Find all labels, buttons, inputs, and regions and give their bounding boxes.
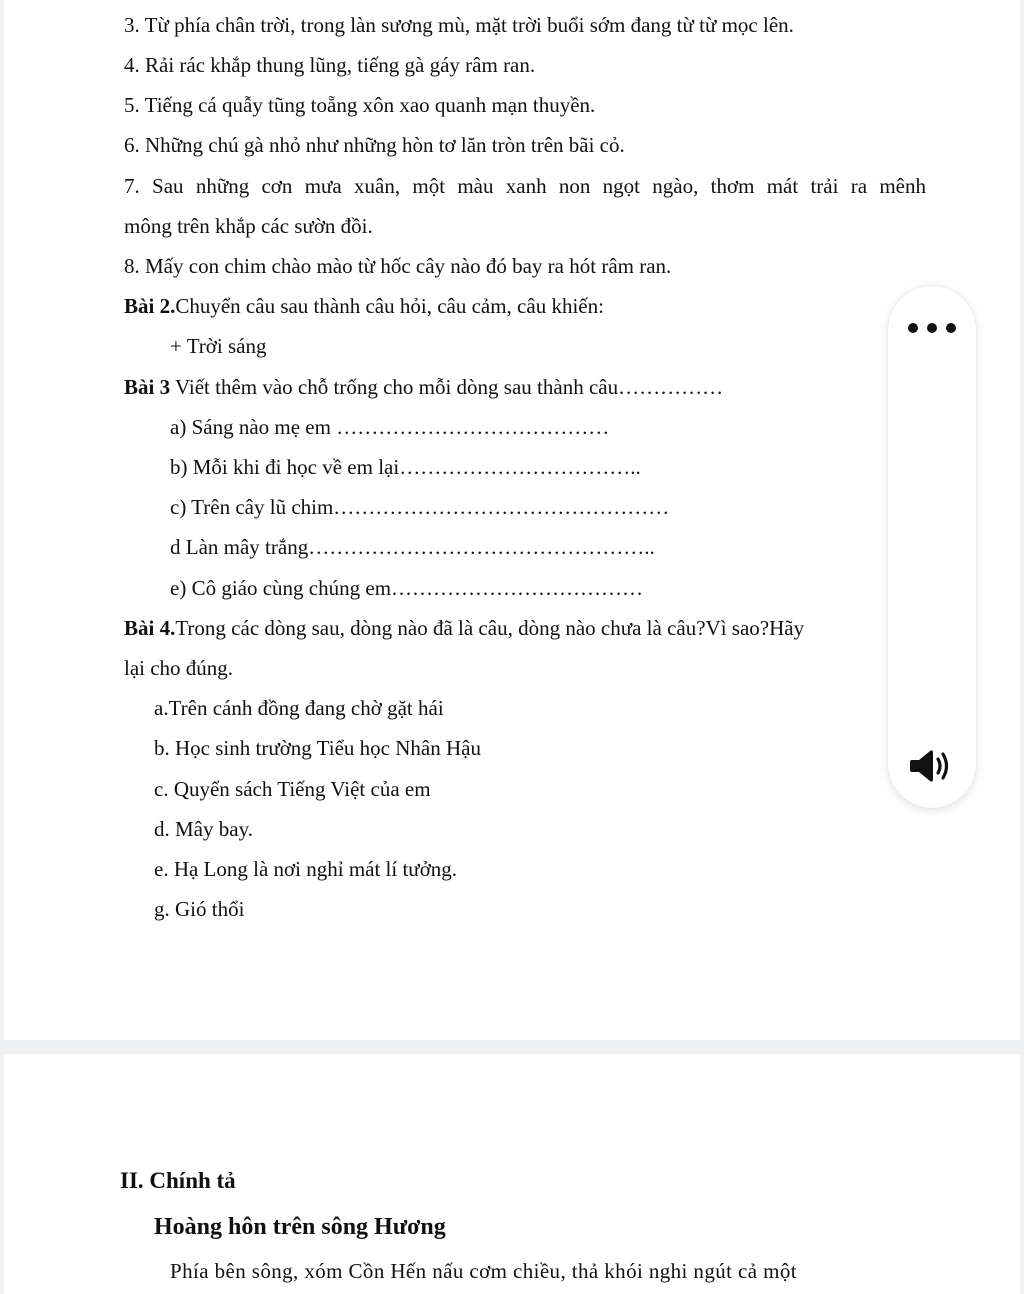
exercise-instruction: Trong các dòng sau, dòng nào đã là câu, dòng nào chưa là câu?Vì sao?Hãy xyxy=(175,616,805,640)
list-item: 5. Tiếng cá quẫy tũng toẵng xôn xao quanh mạn thuyền. xyxy=(124,93,596,117)
exercise-item: c) Trên cây lũ chim………………………………………… xyxy=(170,495,670,519)
exercise-label: Bài 3 xyxy=(124,375,171,399)
exercise-item: + Trời sáng xyxy=(170,334,267,358)
passage-title: Hoàng hôn trên sông Hương xyxy=(154,1214,446,1240)
exercise-item: d. Mây bay. xyxy=(154,817,253,841)
list-item: 3. Từ phía chân trời, trong làn sương mù, mặt trời buổi sớm đang từ từ mọc lên. xyxy=(124,13,794,37)
exercise-item: a) Sáng nào mẹ em ………………………………… xyxy=(170,415,610,439)
exercise-3-heading xyxy=(124,374,723,400)
exercise-item: d Làn mây trắng………………………………………….. xyxy=(170,535,655,559)
exercise-item: c. Quyển sách Tiếng Việt của em xyxy=(154,777,431,801)
more-horizontal-icon xyxy=(946,323,956,333)
list-item: 4. Rải rác khắp thung lũng, tiếng gà gáy râm ran. xyxy=(124,53,536,77)
list-item: 8. Mấy con chim chào mào từ hốc cây nào đó bay ra hót râm ran. xyxy=(124,254,672,278)
list-item: 7. Sau những cơn mưa xuân, một màu xanh non ngọt ngào, thơm mát trải ra mênh xyxy=(124,174,926,198)
exercise-item: a.Trên cánh đồng đang chờ gặt hái xyxy=(154,696,444,720)
speaker-icon xyxy=(908,746,956,786)
exercise-item: b. Học sinh trường Tiểu học Nhân Hậu xyxy=(154,736,481,760)
exercise-item: g. Gió thổi xyxy=(154,897,245,921)
list-item: 6. Những chú gà nhỏ như những hòn tơ lăn tròn trên bãi cỏ. xyxy=(124,133,625,157)
floating-toolbar xyxy=(888,286,976,808)
exercise-4-heading xyxy=(124,615,804,641)
passage-text: Phía bên sông, xóm Cồn Hến nấu cơm chiều, thả khói nghi ngút cả một xyxy=(170,1259,797,1283)
read-aloud-button[interactable] xyxy=(904,742,960,790)
exercise-instruction: Viết thêm vào chỗ trống cho mỗi dòng sau thành câu…………… xyxy=(170,375,724,399)
exercise-label: Bài 4. xyxy=(124,616,176,640)
exercise-instruction: Chuyển câu sau thành câu hỏi, câu cảm, câu khiến: xyxy=(175,294,604,318)
exercise-item: e. Hạ Long là nơi nghỉ mát lí tưởng. xyxy=(154,857,458,881)
document-page-1 xyxy=(4,0,1020,1040)
exercise-instruction-continuation: lại cho đúng. xyxy=(124,656,234,680)
exercise-item: b) Mỗi khi đi học về em lại…………………………….. xyxy=(170,455,641,479)
list-item-continuation: mông trên khắp các sườn đồi. xyxy=(124,214,373,238)
section-heading: II. Chính tả xyxy=(120,1168,236,1193)
document-page-2 xyxy=(4,1054,1020,1294)
more-horizontal-icon xyxy=(927,323,937,333)
exercise-item: e) Cô giáo cùng chúng em……………………………… xyxy=(170,576,644,600)
exercise-2-heading xyxy=(124,293,604,319)
exercise-label: Bài 2. xyxy=(124,294,176,318)
more-options-button[interactable] xyxy=(902,308,962,348)
more-horizontal-icon xyxy=(908,323,918,333)
